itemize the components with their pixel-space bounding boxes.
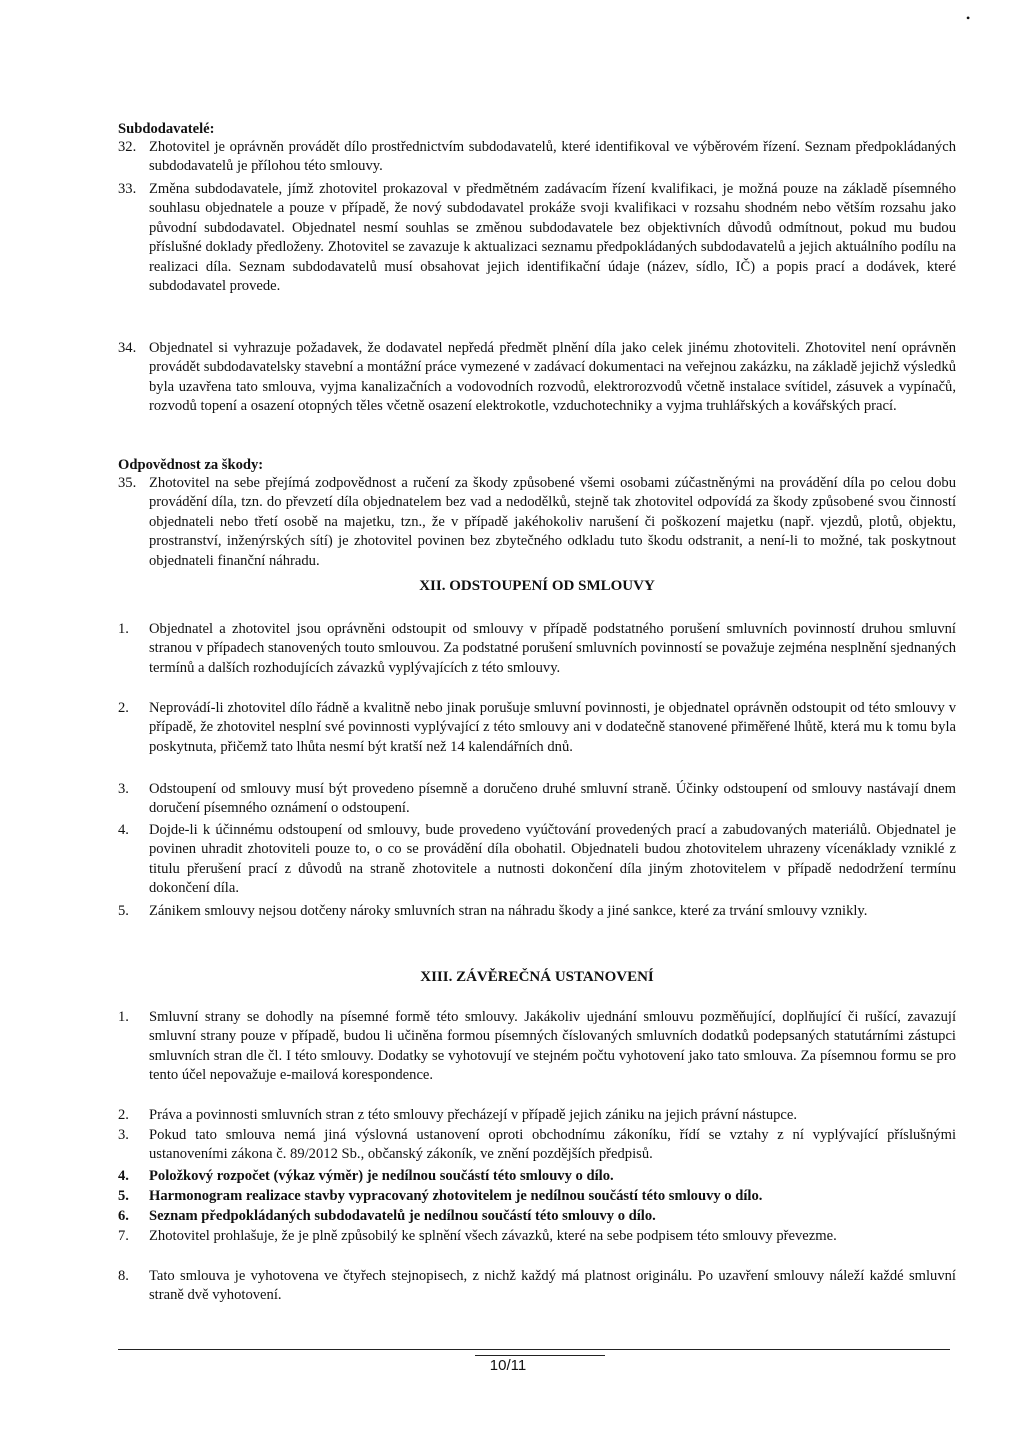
- section-label-subcontractors: Subdodavatelé:: [118, 121, 215, 137]
- clause-text: Zhotovitel je oprávněn provádět dílo prostřednictvím subdodavatelů, které identifikoval ve výběrovém řízení. Seznam předpokládaných subdodavatelů je přílohou této smlouvy.: [149, 139, 956, 175]
- clause-text: Tato smlouva je vyhotovena ve čtyřech stejnopisech, z nichž každý má platnost originálu. Po uzavření smlouvy náleží každé smluvní straně dvě vyhotovení.: [149, 1268, 956, 1304]
- withdrawal-clause-3: [118, 780, 956, 819]
- final-clause-7: [118, 1227, 956, 1246]
- clause-text: Odstoupení od smlouvy musí být provedeno písemně a doručeno druhé smluvní straně. Účinky odstoupení od smlouvy nastávají dnem doručení písemného oznámení o odstoupení.: [149, 781, 956, 817]
- clause-text: Neprovádí-li zhotovitel dílo řádně a kvalitně nebo jinak porušuje smluvní povinnosti, je objednatel oprávněn odstoupit od této smlouvy v případě, že zhotovitel nesplní své povinnosti vyplývající z této smlouvy ani v dodatečně stanovené přiměřené lhůtě, která mu k tomu byla poskytnuta, přičemž tato lhůta nesmí být kratší než 14 kalendářních dnů.: [149, 700, 956, 755]
- clause-text: Zhotovitel na sebe přejímá zodpovědnost a ručení za škody způsobené všemi osobami zúčastněnými na provádění díla po celou dobu provádění díla, tzn. do převzetí díla objednatelem bez vad a nedodělků, stejně tak zhotovitel odpovídá za škody způsobené svou činností objednateli nebo třetí osobě na majetku, tzn., že v případě jakéhokoliv narušení či poškození majetku (např. vjezdů, plotů, objektu, prostranství, inženýrských sítí) je zhotovitel povinen bez zbytečného odkladu tuto škodu odstranit, a není-li to možné, tak poskytnout objednateli finanční náhradu.: [149, 475, 956, 569]
- clause-text: Dojde-li k účinnému odstoupení od smlouvy, bude provedeno vyúčtování provedených prací a zabudovaných materiálů. Objednatel je povinen uhradit zhotoviteli pouze to, o co se provádění díla obohatil. Objednateli budou zhotovitelem uhrazeny vícenáklady vzniklé z titulu přerušení prací z důvodů na straně zhotovitele a nutnosti dokončení díla jiným zhotovitelem v případě nedodržení termínu dokončení díla.: [149, 822, 956, 897]
- final-clause-3: [118, 1126, 956, 1165]
- withdrawal-clause-2: [118, 699, 956, 757]
- final-clause-1: [118, 1008, 956, 1086]
- clause-number: 5.: [118, 903, 129, 919]
- clause-number: 4.: [118, 822, 129, 838]
- clause-number: 1.: [118, 1009, 129, 1025]
- clause-34: [118, 339, 956, 417]
- final-clause-5: [118, 1187, 956, 1206]
- scan-mark: •: [966, 11, 971, 25]
- section-title-xiii: XIII. ZÁVĚREČNÁ USTANOVENÍ: [420, 969, 654, 985]
- final-clause-8: [118, 1267, 956, 1306]
- clause-number: 3.: [118, 1127, 129, 1143]
- clause-number: 3.: [118, 781, 129, 797]
- clause-text: Objednatel si vyhrazuje požadavek, že dodavatel nepředá předmět plnění díla jako celek jinému zhotoviteli. Zhotovitel není oprávněn provádět subdodavatelsky stavební a montážní práce vymezené v zadávací dokumentaci na veřejnou zakázku, na základě jejichž výsledků byla uzavřena tato smlouva, vyjma kanalizačních a vodovodních rozvodů, elektrorozvodů včetně instalace svítidel, zásuvek a vypínačů, rozvodů topení a osazení otopných těles včetně osazení elektrokotle, vzduchotechniky a vyjma truhlářských a kovářských prací.: [149, 340, 956, 415]
- footer-rule: [118, 1349, 950, 1350]
- clause-text: Smluvní strany se dohodly na písemné formě této smlouvy. Jakákoliv ujednání smlouvu pozměňující, doplňující či rušící, zavazují smluvní strany pouze v případě, budou li učiněna formou písemných číslovaných smluvních dodatků podepsaných statutárními zástupci smluvních stran dle čl. I této smlouvy. Dodatky se vyhotovují ve stejném počtu vyhotovení jako tato smlouva. Za písemnou formu se pro tento účel nepovažuje e-mailová korespondence.: [149, 1009, 956, 1084]
- withdrawal-clause-1: [118, 620, 956, 678]
- final-clause-6: [118, 1207, 956, 1226]
- clause-number: 8.: [118, 1268, 129, 1284]
- clause-text: Položkový rozpočet (výkaz výměr) je nedílnou součástí této smlouvy o dílo.: [149, 1168, 614, 1184]
- clause-number: 4.: [118, 1168, 129, 1184]
- final-clause-2: [118, 1106, 956, 1125]
- clause-text: Práva a povinnosti smluvních stran z této smlouvy přecházejí v případě jejich zániku na jejich právní nástupce.: [149, 1107, 798, 1123]
- clause-number: 2.: [118, 1107, 129, 1123]
- clause-text: Harmonogram realizace stavby vypracovaný zhotovitelem je nedílnou součástí této smlouvy o dílo.: [149, 1188, 763, 1204]
- clause-35: [118, 474, 956, 571]
- clause-text: Změna subdodavatele, jímž zhotovitel prokazoval v předmětném zadávacím řízení kvalifikaci, je možná pouze na základě písemného souhlasu objednatele a pouze v případě, že nový subdodavatel prokáže svoji kvalifikaci v rozsahu shodném nebo větším rozsahu jako původní subdodavatel. Objednatel nesmí souhlas se změnou subdodavatele bez objektivních důvodů odmítnout, pokud mu budou příslušné doklady předloženy. Zhotovitel se zavazuje k aktualizaci seznamu předpokládaných subdodavatelů a jejich aktuálního podílu na realizaci díla. Seznam subdodavatelů musí obsahovat jejich identifikační údaje (název, sídlo, IČ) a popis prací a dodávek, které subdodavatel provede.: [149, 181, 956, 295]
- clause-number: 33.: [118, 181, 137, 197]
- clause-text: Seznam předpokládaných subdodavatelů je nedílnou součástí této smlouvy o dílo.: [149, 1208, 656, 1224]
- section-label-liability: Odpovědnost za škody:: [118, 457, 264, 473]
- section-title-xii: XII. ODSTOUPENÍ OD SMLOUVY: [419, 578, 655, 594]
- clause-number: 35.: [118, 475, 137, 491]
- clause-33: [118, 180, 956, 296]
- final-clause-4: [118, 1167, 956, 1186]
- clause-32: [118, 138, 956, 177]
- withdrawal-clause-5: [118, 902, 956, 921]
- page-number: 10/11: [489, 1357, 527, 1374]
- clause-number: 5.: [118, 1188, 129, 1204]
- clause-text: Zánikem smlouvy nejsou dotčeny nároky smluvních stran na náhradu škody a jiné sankce, které za trvání smlouvy vznikly.: [149, 903, 868, 919]
- clause-text: Pokud tato smlouva nemá jiná výslovná ustanovení oproti obchodnímu zákoníku, řídí se vztahy z ní vyplývající příslušnými ustanoveními zákona č. 89/2012 Sb., občanský zákoník, ve znění pozdějších předpisů.: [149, 1127, 956, 1163]
- clause-text: Zhotovitel prohlašuje, že je plně způsobilý ke splnění všech závazků, které na sebe podpisem této smlouvy převezme.: [149, 1228, 837, 1244]
- clause-number: 34.: [118, 340, 137, 356]
- clause-number: 7.: [118, 1228, 129, 1244]
- clause-number: 2.: [118, 700, 129, 716]
- clause-number: 32.: [118, 139, 137, 155]
- clause-text: Objednatel a zhotovitel jsou oprávněni odstoupit od smlouvy v případě podstatného porušení smluvních povinností druhou smluvní stranou v případech stanovených touto smlouvou. Za podstatné porušení smluvních povinností se považuje zejména nesplnění sjednaných termínů a dalších rozhodujících závazků vyplývajících z této smlouvy.: [149, 621, 956, 676]
- clause-number: 1.: [118, 621, 129, 637]
- withdrawal-clause-4: [118, 821, 956, 899]
- clause-number: 6.: [118, 1208, 129, 1224]
